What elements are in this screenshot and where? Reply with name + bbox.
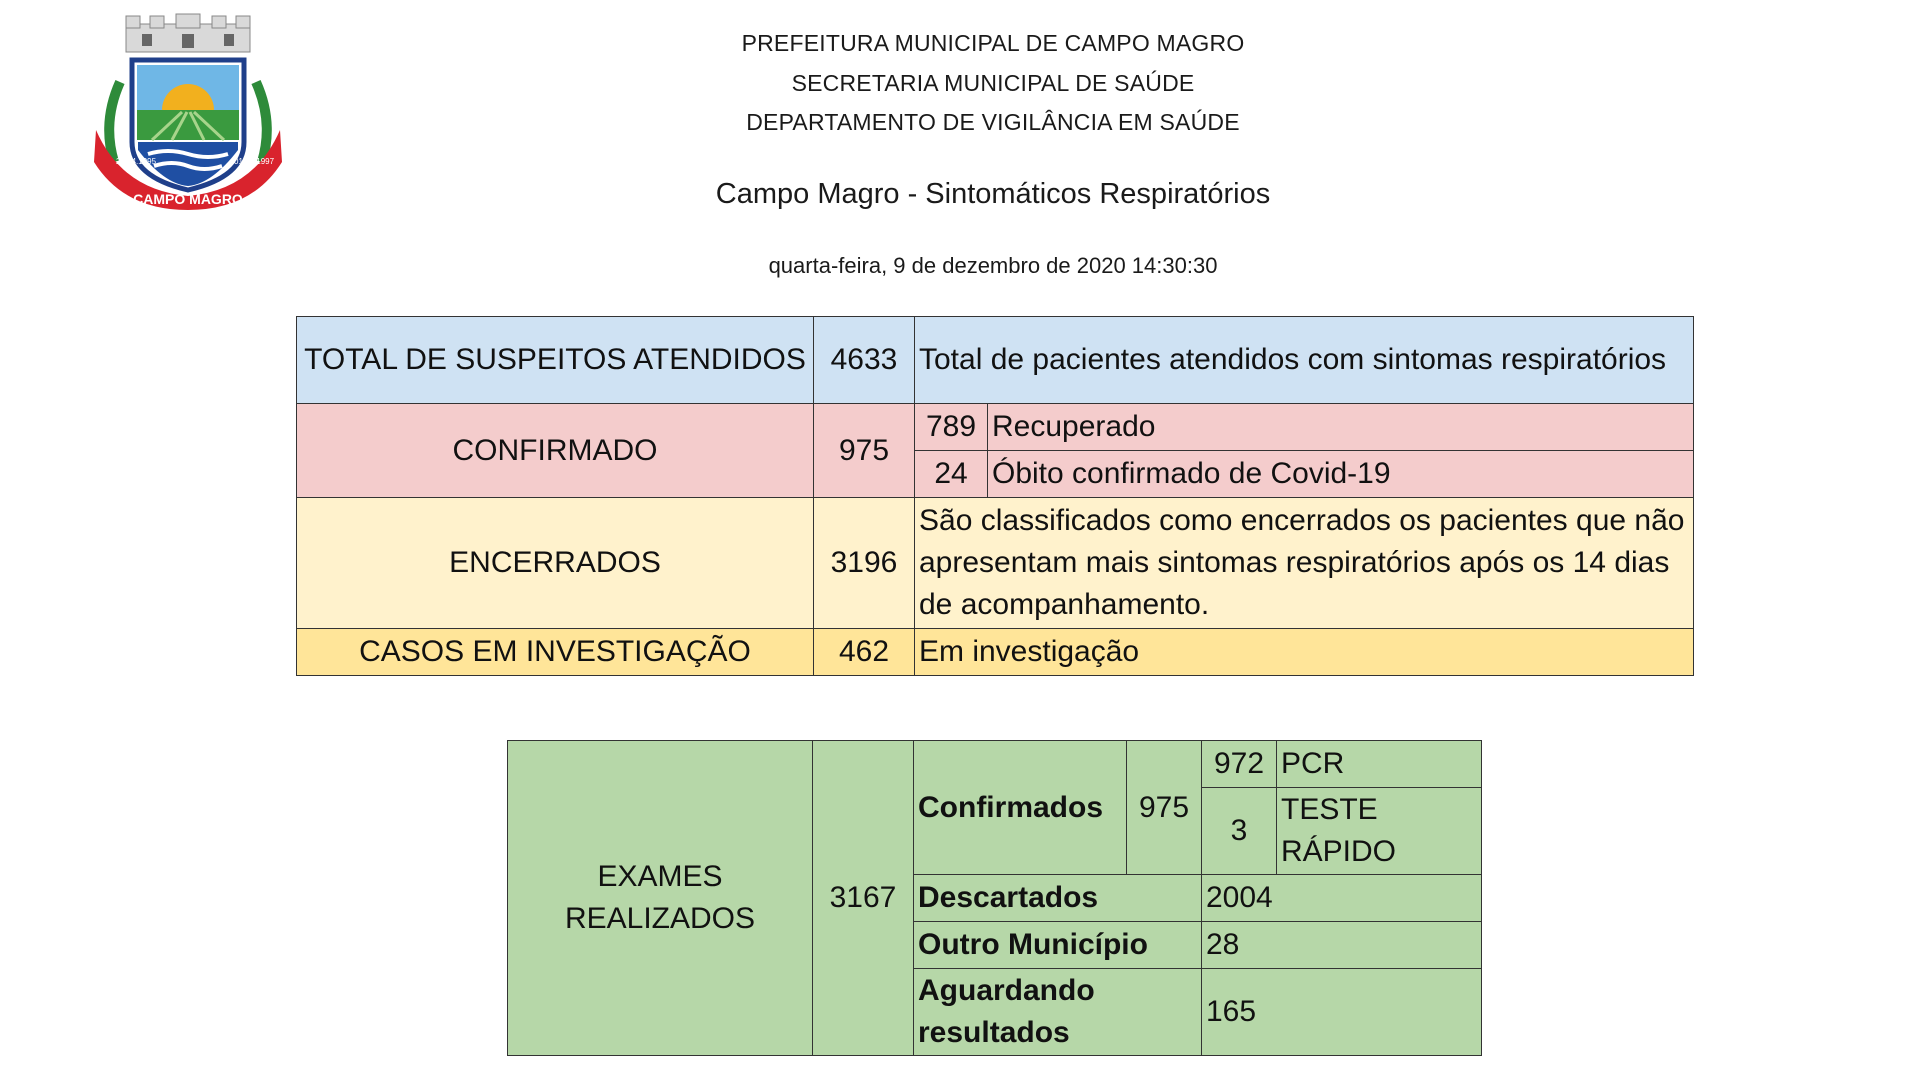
waiting-label: Aguardando resultados (914, 969, 1202, 1056)
total-label: TOTAL DE SUSPEITOS ATENDIDOS (297, 317, 814, 404)
discarded-label: Descartados (914, 875, 1202, 922)
rapid-label: TESTE RÁPIDO (1277, 788, 1482, 875)
discarded-value: 2004 (1202, 875, 1482, 922)
rapid-value: 3 (1202, 788, 1277, 875)
recovered-label: Recuperado (988, 404, 1694, 451)
ribbon-right-date: 01.01.1997 (234, 157, 275, 166)
investigation-label: CASOS EM INVESTIGAÇÃO (297, 629, 814, 676)
exams-label: EXAMES REALIZADOS (508, 741, 813, 1056)
investigation-description: Em investigação (915, 629, 1694, 676)
total-description: Total de pacientes atendidos com sintomas respiratórios (915, 317, 1694, 404)
exams-value: 3167 (813, 741, 914, 1056)
other-municipality-value: 28 (1202, 922, 1482, 969)
other-municipality-label: Outro Município (914, 922, 1202, 969)
header-secretaria: SECRETARIA MUNICIPAL DE SAÚDE (791, 70, 1195, 96)
pcr-label: PCR (1277, 741, 1482, 788)
row-investigation (297, 629, 1694, 676)
investigation-value: 462 (814, 629, 915, 676)
closed-description: São classificados como encerrados os pacientes que não apresentam mais sintomas respiratórios após os 14 dias de acompanhamento. (915, 498, 1694, 629)
header-prefeitura: PREFEITURA MUNICIPAL DE CAMPO MAGRO (741, 30, 1245, 56)
confirmed-exams-value: 975 (1127, 741, 1202, 875)
confirmed-label: CONFIRMADO (297, 404, 814, 498)
exams-row-pcr (508, 741, 1482, 788)
report-timestamp: quarta-feira, 9 de dezembro de 2020 14:30:30 (768, 253, 1218, 278)
deaths-label: Óbito confirmado de Covid-19 (988, 451, 1694, 498)
recovered-value: 789 (915, 404, 988, 451)
row-confirmed (297, 404, 1694, 451)
ribbon-left-date: 20.04.1995 (116, 157, 157, 166)
deaths-value: 24 (915, 451, 988, 498)
waiting-value: 165 (1202, 969, 1482, 1056)
summary-table (296, 316, 1694, 676)
pcr-value: 972 (1202, 741, 1277, 788)
closed-label: ENCERRADOS (297, 498, 814, 629)
confirmed-value: 975 (814, 404, 915, 498)
row-closed (297, 498, 1694, 629)
page-title: Campo Magro - Sintomáticos Respiratórios (715, 178, 1271, 210)
ribbon-text: CAMPO MAGRO (133, 191, 243, 207)
closed-value: 3196 (814, 498, 915, 629)
header-departamento: DEPARTAMENTO DE VIGILÂNCIA EM SAÚDE (746, 109, 1240, 135)
row-total (297, 317, 1694, 404)
confirmed-exams-label: Confirmados (914, 741, 1127, 875)
total-value: 4633 (814, 317, 915, 404)
exams-table (507, 740, 1482, 1056)
